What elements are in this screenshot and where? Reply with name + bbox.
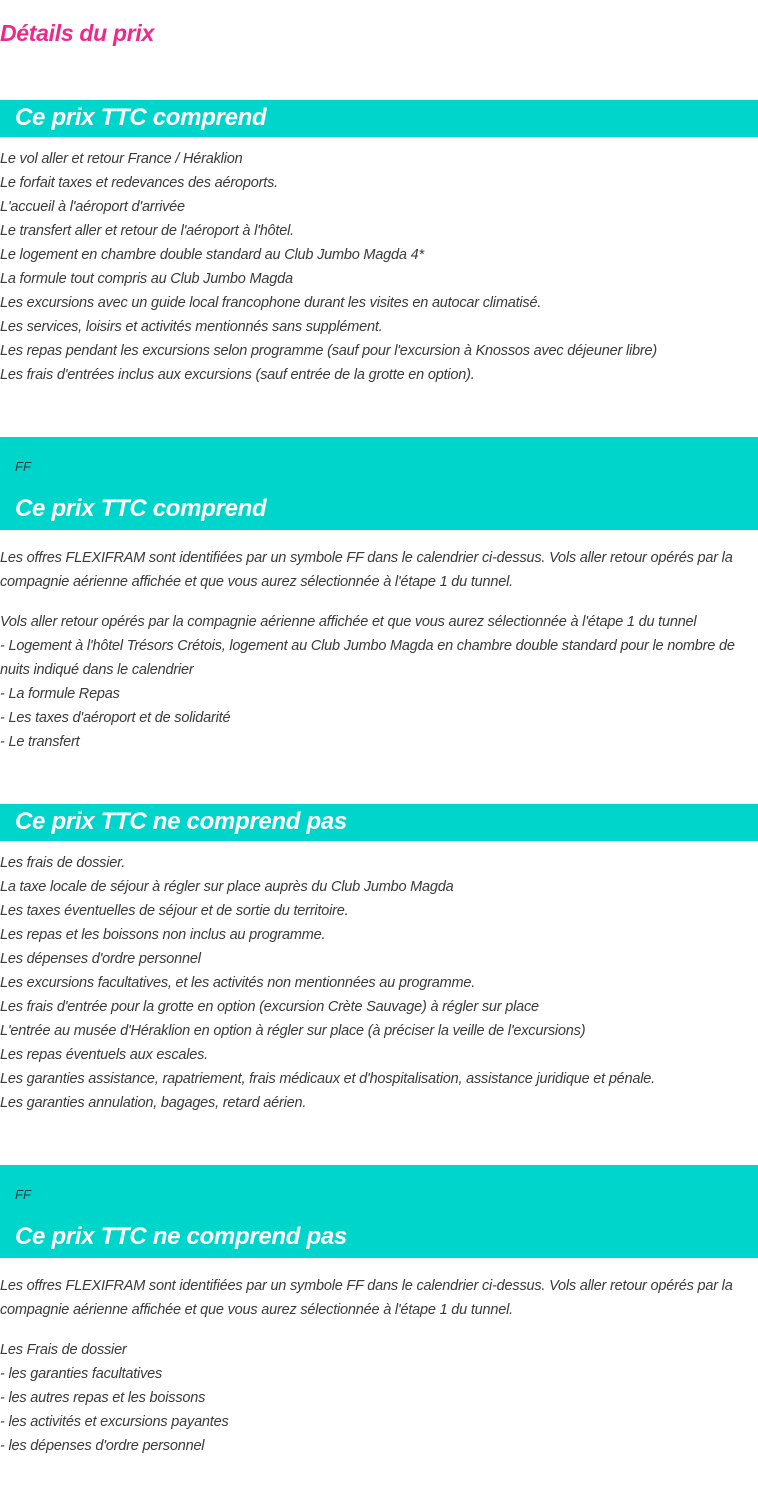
detail-line: - La formule Repas (0, 686, 120, 702)
list-item: Les excursions avec un guide local francophone durant les visites en autocar climatisé. (0, 295, 542, 311)
list-item: Les repas éventuels aux escales. (0, 1047, 209, 1063)
detail-line: - les garanties facultatives (0, 1366, 163, 1382)
list-item: Le vol aller et retour France / Héraklion (0, 151, 243, 167)
list-item: Les frais d'entrée pour la grotte en option (excursion Crète Sauvage) à régler sur place (0, 999, 539, 1015)
flexifram-not-included-section (0, 1165, 758, 1458)
section-banner (0, 437, 758, 530)
list-item: Les garanties annulation, bagages, retard aérien. (0, 1095, 307, 1111)
page-title: Détails du prix (0, 20, 154, 46)
ff-badge: FF (15, 1187, 31, 1202)
flexifram-details (0, 1338, 758, 1458)
list-item: Le forfait taxes et redevances des aéroports. (0, 175, 278, 191)
section-banner (0, 100, 758, 137)
detail-line: - Le transfert (0, 734, 80, 750)
list-item: Les dépenses d'ordre personnel (0, 951, 201, 967)
list-item: Les frais d'entrées inclus aux excursions (sauf entrée de la grotte en option). (0, 367, 475, 383)
included-list (0, 147, 758, 387)
detail-line: - les dépenses d'ordre personnel (0, 1438, 205, 1454)
section-banner (0, 1165, 758, 1258)
detail-line: - Logement à l'hôtel Trésors Crétois, logement au Club Jumbo Magda en chambre double standard pour le nombre de nuits indiqué dans le calendrier (0, 638, 735, 678)
detail-line: Vols aller retour opérés par la compagnie aérienne affichée et que vous aurez sélectionnée à l'étape 1 du tunnel (0, 614, 697, 630)
not-included-list (0, 851, 758, 1115)
flexifram-included-section (0, 437, 758, 754)
detail-line: - Les taxes d'aéroport et de solidarité (0, 710, 231, 726)
section-heading: Ce prix TTC comprend (15, 104, 267, 131)
list-item: Les garanties assistance, rapatriement, frais médicaux et d'hospitalisation, assistance juridique et pénale. (0, 1071, 655, 1087)
detail-line: Les Frais de dossier (0, 1342, 127, 1358)
list-item: L'accueil à l'aéroport d'arrivée (0, 199, 185, 215)
section-heading: Ce prix TTC ne comprend pas (15, 808, 347, 835)
included-section (0, 100, 758, 387)
flexifram-intro: Les offres FLEXIFRAM sont identifiées par un symbole FF dans le calendrier ci-dessus. Vols aller retour opérés par la compagnie aérienne affichée et que vous aurez sélectionnée à l'étape 1 du tunnel. (0, 1278, 733, 1318)
list-item: Les repas pendant les excursions selon programme (sauf pour l'excursion à Knossos avec déjeuner libre) (0, 343, 657, 359)
detail-line: - les activités et excursions payantes (0, 1414, 229, 1430)
list-item: Le transfert aller et retour de l'aéroport à l'hôtel. (0, 223, 294, 239)
list-item: Le logement en chambre double standard au Club Jumbo Magda 4* (0, 247, 424, 263)
list-item: Les frais de dossier. (0, 855, 126, 871)
section-heading: Ce prix TTC ne comprend pas (15, 1223, 347, 1250)
list-item: Les taxes éventuelles de séjour et de sortie du territoire. (0, 903, 349, 919)
section-heading: Ce prix TTC comprend (15, 495, 267, 522)
section-banner (0, 804, 758, 841)
list-item: Les services, loisirs et activités mentionnés sans supplément. (0, 319, 383, 335)
detail-line: - les autres repas et les boissons (0, 1390, 206, 1406)
list-item: L'entrée au musée d'Héraklion en option à régler sur place (à préciser la veille de l'excursions) (0, 1023, 586, 1039)
list-item: Les excursions facultatives, et les activités non mentionnées au programme. (0, 975, 476, 991)
ff-badge: FF (15, 459, 31, 474)
list-item: Les repas et les boissons non inclus au programme. (0, 927, 326, 943)
not-included-section (0, 804, 758, 1115)
flexifram-intro: Les offres FLEXIFRAM sont identifiées par un symbole FF dans le calendrier ci-dessus. Vols aller retour opérés par la compagnie aérienne affichée et que vous aurez sélectionnée à l'étape 1 du tunnel. (0, 550, 733, 590)
list-item: La formule tout compris au Club Jumbo Magda (0, 271, 293, 287)
list-item: La taxe locale de séjour à régler sur place auprès du Club Jumbo Magda (0, 879, 454, 895)
flexifram-details (0, 610, 758, 754)
